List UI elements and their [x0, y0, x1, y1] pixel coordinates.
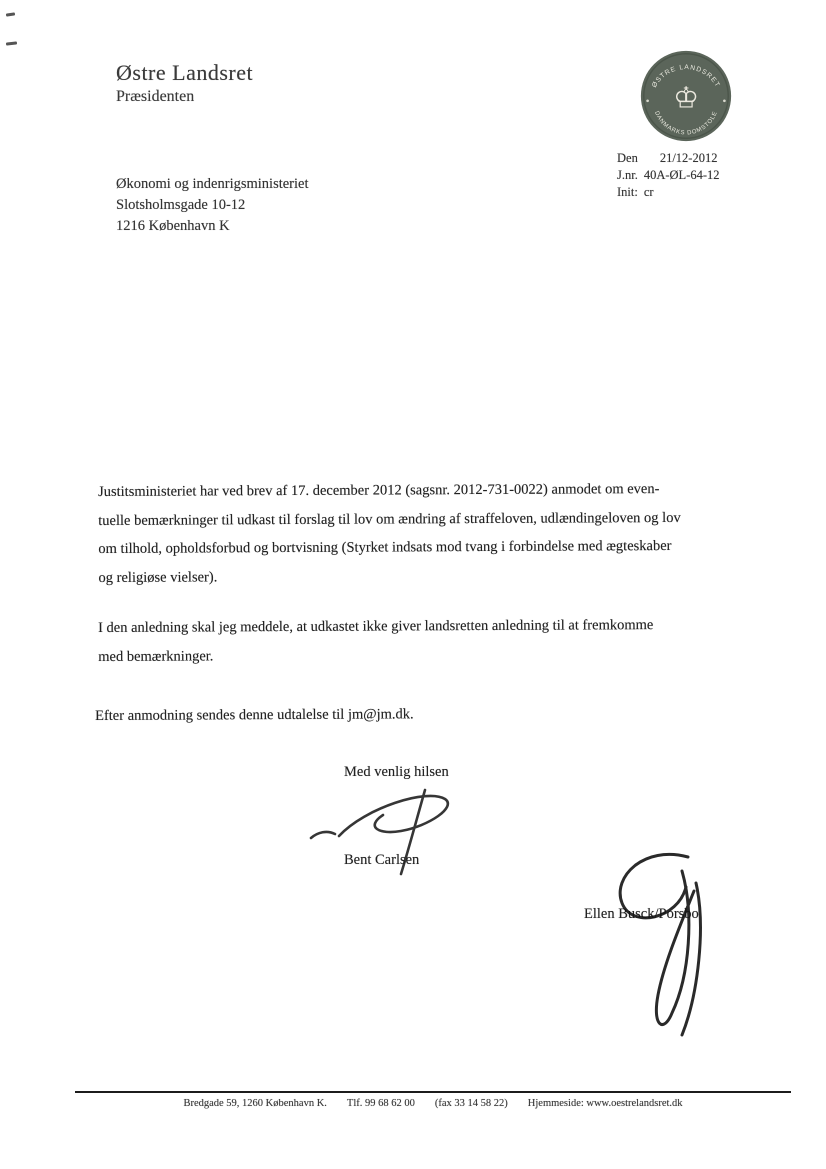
footer: [75, 1098, 791, 1109]
court-seal-graphic: [638, 48, 734, 144]
init-value: cr: [643, 185, 654, 199]
jnr-row: [617, 167, 720, 184]
recipient-line-2: Slotsholmsgade 10-12: [116, 197, 246, 213]
jnr-value: 40A-ØL-64-12: [643, 168, 720, 182]
court-seal: [638, 48, 734, 144]
scan-artifact: [6, 12, 15, 16]
seal-bottom-text: DANMARKS DOMSTOLE: [653, 110, 719, 137]
seal-dot-left: [646, 99, 649, 102]
body-paragraph-2: [98, 611, 654, 671]
footer-fax: (fax 33 14 58 22): [434, 1098, 508, 1109]
recipient-address: [116, 174, 309, 237]
footer-address: Bredgade 59, 1260 København K.: [183, 1098, 327, 1109]
scan-artifact: [6, 41, 17, 45]
footer-rule: [75, 1091, 791, 1093]
body-line: med bemærkninger.: [98, 647, 214, 665]
body-paragraph-1: [98, 475, 681, 592]
seal-dot-right: [723, 99, 726, 102]
jnr-label: J.nr.: [617, 168, 638, 182]
init-label: Init:: [617, 185, 638, 199]
signer-name-1: Bent Carlsen: [344, 852, 420, 868]
footer-website: Hjemmeside: www.oestrelandsret.dk: [527, 1098, 683, 1109]
body-line: og religiøse vielser).: [98, 568, 218, 586]
salutation: Med venlig hilsen: [344, 764, 449, 780]
body-line: tuelle bemærkninger til udkast til forslag til lov om ændring af straffeloven, udlændingeloven og lov: [98, 509, 681, 529]
body-line: I den anledning skal jeg meddele, at udkastet ikke giver landsretten anledning til at fremkomme: [98, 617, 654, 636]
signer-name-2: Ellen Busck/Porsbo: [584, 906, 699, 922]
sender-name: Østre Landsret: [116, 60, 254, 85]
footer-phone: Tlf. 99 68 62 00: [346, 1098, 415, 1109]
body-line: Efter anmodning sendes denne udtalelse til jm@jm.dk.: [95, 706, 414, 724]
date-label: Den: [617, 151, 638, 165]
date-row: [617, 150, 720, 167]
init-row: [617, 184, 720, 201]
meta-block: [617, 150, 720, 201]
sender-title: Præsidenten: [116, 88, 195, 105]
body-paragraph-3: [95, 700, 414, 730]
body-line: Justitsministeriet har ved brev af 17. december 2012 (sagsnr. 2012-731-0022) anmodet om even-: [98, 481, 660, 500]
date-value: 21/12-2012: [659, 151, 718, 165]
seal-top-text: ØSTRE LANDSRET: [650, 64, 722, 89]
crown-icon: ♔: [673, 82, 699, 115]
recipient-line-3: 1216 København K: [116, 218, 230, 234]
signature-stroke: [596, 843, 726, 1048]
recipient-line-1: Økonomi og indenrigsministeriet: [116, 176, 309, 192]
body-line: om tilhold, opholdsforbud og bortvisning (Styrket indsats mod tvang i forbindelse med ægteskaber: [98, 537, 672, 557]
signature-ellen-busck-porsbo: [596, 843, 726, 1048]
